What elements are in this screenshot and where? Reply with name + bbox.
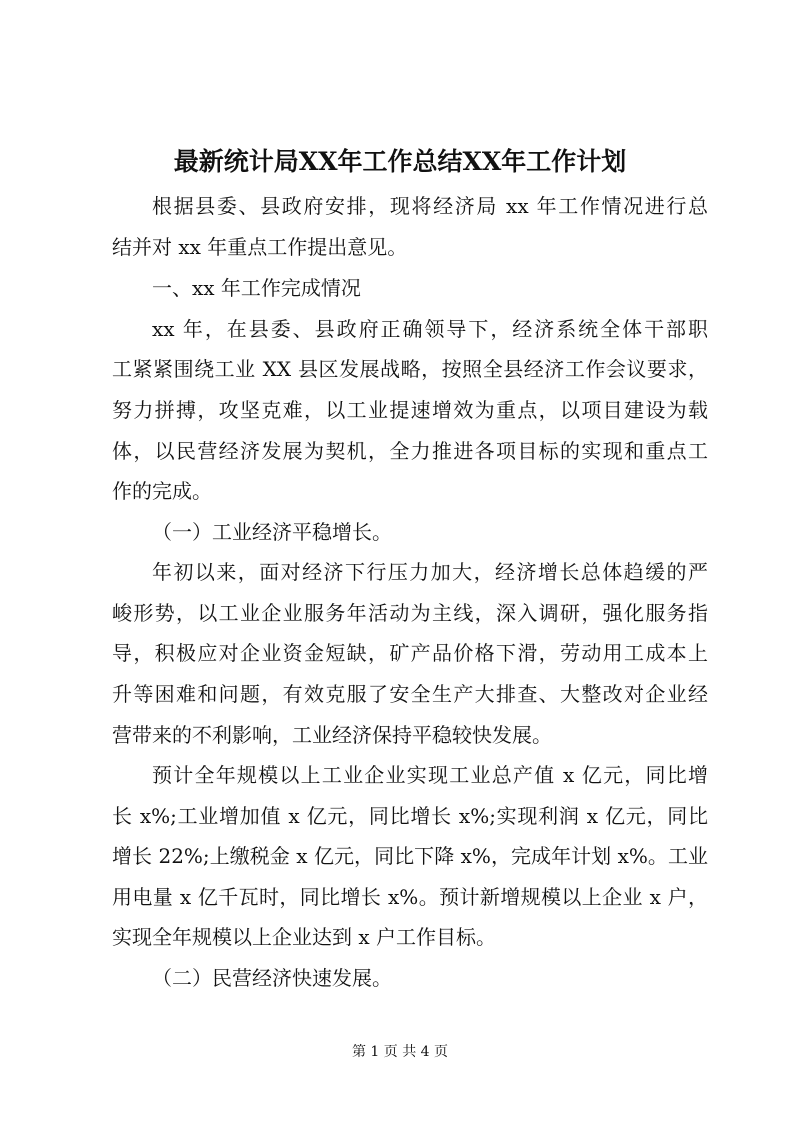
paragraph-line: 增长 22%;上缴税金 x 亿元，同比下降 x%，完成年计划 x%。工业 xyxy=(112,844,708,868)
paragraph-line: 实现全年规模以上企业达到 x 户工作目标。 xyxy=(112,925,496,949)
subsection-heading: （一）工业经济平稳增长。 xyxy=(152,520,392,544)
paragraph-line: 作的完成。 xyxy=(112,479,212,503)
subsection-heading: （二）民营经济快速发展。 xyxy=(152,966,392,990)
paragraph-line: 体，以民营经济发展为契机，全力推进各项目标的实现和重点工 xyxy=(112,439,708,463)
paragraph-line: 峻形势，以工业企业服务年活动为主线，深入调研，强化服务指 xyxy=(112,601,708,625)
paragraph-line: 升等困难和问题，有效克服了安全生产大排查、大整改对企业经 xyxy=(112,682,708,706)
paragraph-line: 努力拼搏，攻坚克难，以工业提速增效为重点，以项目建设为载 xyxy=(112,398,708,422)
page-footer: 第 1 页 共 4 页 xyxy=(351,1044,449,1060)
section-heading: 一、xx 年工作完成情况 xyxy=(152,276,361,300)
paragraph-line: 长 x%;工业增加值 x 亿元，同比增长 x%;实现利润 x 亿元，同比 xyxy=(112,804,708,828)
paragraph-line: 导，积极应对企业资金短缺，矿产品价格下滑，劳动用工成本上 xyxy=(112,641,708,665)
paragraph-line: 营带来的不利影响，工业经济保持平稳较快发展。 xyxy=(112,723,552,747)
paragraph-line: 预计全年规模以上工业企业实现工业总产值 x 亿元，同比增 xyxy=(152,763,708,787)
paragraph-line: 结并对 xx 年重点工作提出意见。 xyxy=(112,235,408,259)
paragraph-line: 用电量 x 亿千瓦时，同比增长 x%。预计新增规模以上企业 x 户， xyxy=(112,885,708,909)
document-title: 最新统计局XX年工作总结XX年工作计划 xyxy=(173,147,627,176)
paragraph-line: 年初以来，面对经济下行压力加大，经济增长总体趋缓的严 xyxy=(152,560,708,584)
paragraph-line: 工紧紧围绕工业 XX 县区发展战略，按照全县经济工作会议要求， xyxy=(112,357,708,381)
paragraph-line: 根据县委、县政府安排，现将经济局 xx 年工作情况进行总 xyxy=(152,194,708,218)
paragraph-line: xx 年，在县委、县政府正确领导下，经济系统全体干部职 xyxy=(152,317,708,341)
